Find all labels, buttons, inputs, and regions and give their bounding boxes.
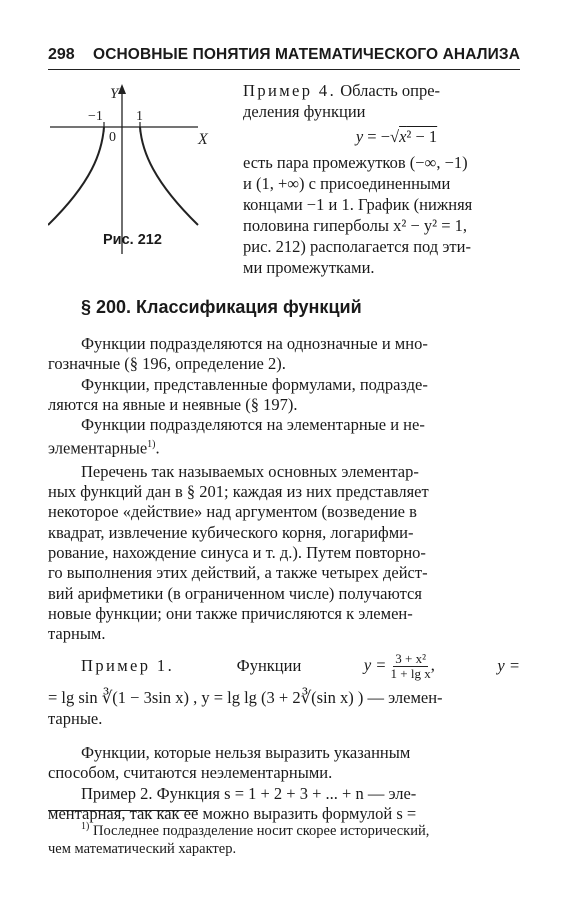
example-4-line: ми промежутками. xyxy=(243,258,375,277)
paragraph-line: Пример 2. Функция s = 1 + 2 + 3 + ... + n — эле- xyxy=(81,783,417,803)
example-4-line: есть пара промежутков (−∞, −1) xyxy=(243,153,468,172)
paragraph-line: гозначные (§ 196, определение 2). xyxy=(48,354,286,374)
section-title: § 200. Классификация функций xyxy=(81,297,362,317)
example-4-line: половина гиперболы x² − y² = 1, xyxy=(243,216,467,235)
example-1-label: Пример 1. xyxy=(81,656,175,676)
paragraph-line: элементарные$^{1)}$. xyxy=(48,438,160,458)
x-axis-label: X xyxy=(198,131,208,148)
example-4 xyxy=(243,80,520,278)
paragraph-line: ных функций дан в § 201; каждая из них представляет xyxy=(48,482,429,502)
example-1-line: = lg sin ∛(1 − 3sin x) , y = lg lg (3 + 2∛(sin x) ) — элемен- xyxy=(48,688,443,708)
paragraph-line: го выполнения этих действий, а также четырех дейст- xyxy=(48,563,428,583)
footnote-ref: 1) xyxy=(147,439,156,451)
body-text xyxy=(48,334,520,824)
paragraph-line: Функции подразделяются на элементарные и не- xyxy=(81,415,425,435)
paragraph-line: тарным. xyxy=(48,624,106,644)
tick-label-minus-one: −1 xyxy=(88,109,103,124)
paragraph-line: Функции подразделяются на однозначные и мно- xyxy=(81,334,428,353)
example-4-line: Пример 4. Область опре- xyxy=(243,81,441,100)
right-branch xyxy=(140,127,198,225)
paragraph-line: способом, считаются неэлементарными. xyxy=(48,763,333,783)
y-axis-arrow xyxy=(118,84,126,94)
footnote xyxy=(48,818,520,858)
footnote-line: чем математический характер. xyxy=(48,840,237,857)
left-branch xyxy=(48,127,104,225)
example-4-line: деления функции xyxy=(243,102,366,121)
paragraph-line: квадрат, извлечение кубического корня, логарифми- xyxy=(48,522,414,542)
paragraph-text: элементарные xyxy=(48,438,148,458)
example-1-word: Функции xyxy=(236,656,302,676)
paragraph-line: Перечень так называемых основных элементар- xyxy=(81,461,419,481)
paragraph-line: вий арифметики (в ограниченном числе) получаются xyxy=(48,583,422,603)
example-1-line xyxy=(48,648,520,684)
example-4-formula: y = −√x² − 1 xyxy=(355,127,438,146)
y-axis-label: Y xyxy=(110,86,119,102)
paragraph-line: ментарная, так как ее можно выразить формулой s = xyxy=(48,803,417,823)
tick-label-one: 1 xyxy=(136,109,143,124)
paragraph-line: некоторое «действие» над аргументом (возведение в xyxy=(48,502,417,522)
example-1-line: тарные. xyxy=(48,708,103,728)
origin-label: 0 xyxy=(109,130,116,145)
example-1-formula xyxy=(364,652,435,681)
running-header xyxy=(48,46,520,68)
footnote-text: Последнее подразделение носит скорее исторический, xyxy=(92,822,430,839)
fraction-numerator: 3 + x² xyxy=(395,650,426,666)
page-number: 298 xyxy=(48,46,75,63)
example-4-line: рис. 212) располагается под эти- xyxy=(243,237,471,256)
example-4-line: концами −1 и 1. График (нижняя xyxy=(243,195,473,214)
header-rule xyxy=(48,69,520,70)
running-title: ОСНОВНЫЕ ПОНЯТИЯ МАТЕМАТИЧЕСКОГО АНАЛИЗА xyxy=(93,46,520,63)
paragraph-line: Функции, которые нельзя выразить указанным xyxy=(81,743,411,763)
formula-lhs: y = xyxy=(363,655,387,675)
fraction xyxy=(391,652,431,681)
paragraph-line: новые функции; они также причисляются к элемен- xyxy=(48,603,413,623)
footnote-marker: 1) xyxy=(81,821,90,832)
fraction-denominator: 1 + lg x xyxy=(390,665,431,681)
paragraph-line: ляются на явные и неявные (§ 197). xyxy=(48,394,298,414)
paragraph-line: Функции, представленные формулами, подразде- xyxy=(81,374,428,394)
figure-caption: Рис. 212 xyxy=(103,232,162,248)
footnote-line xyxy=(48,818,520,840)
footnote-rule xyxy=(48,810,198,811)
formula-lhs-2: y = xyxy=(497,656,520,676)
example-4-line: и (1, +∞) с присоединенными xyxy=(243,174,451,193)
comma: , xyxy=(430,655,435,675)
paragraph-line: рование, нахождение синуса и т. д.). Путем повторно- xyxy=(48,542,426,562)
